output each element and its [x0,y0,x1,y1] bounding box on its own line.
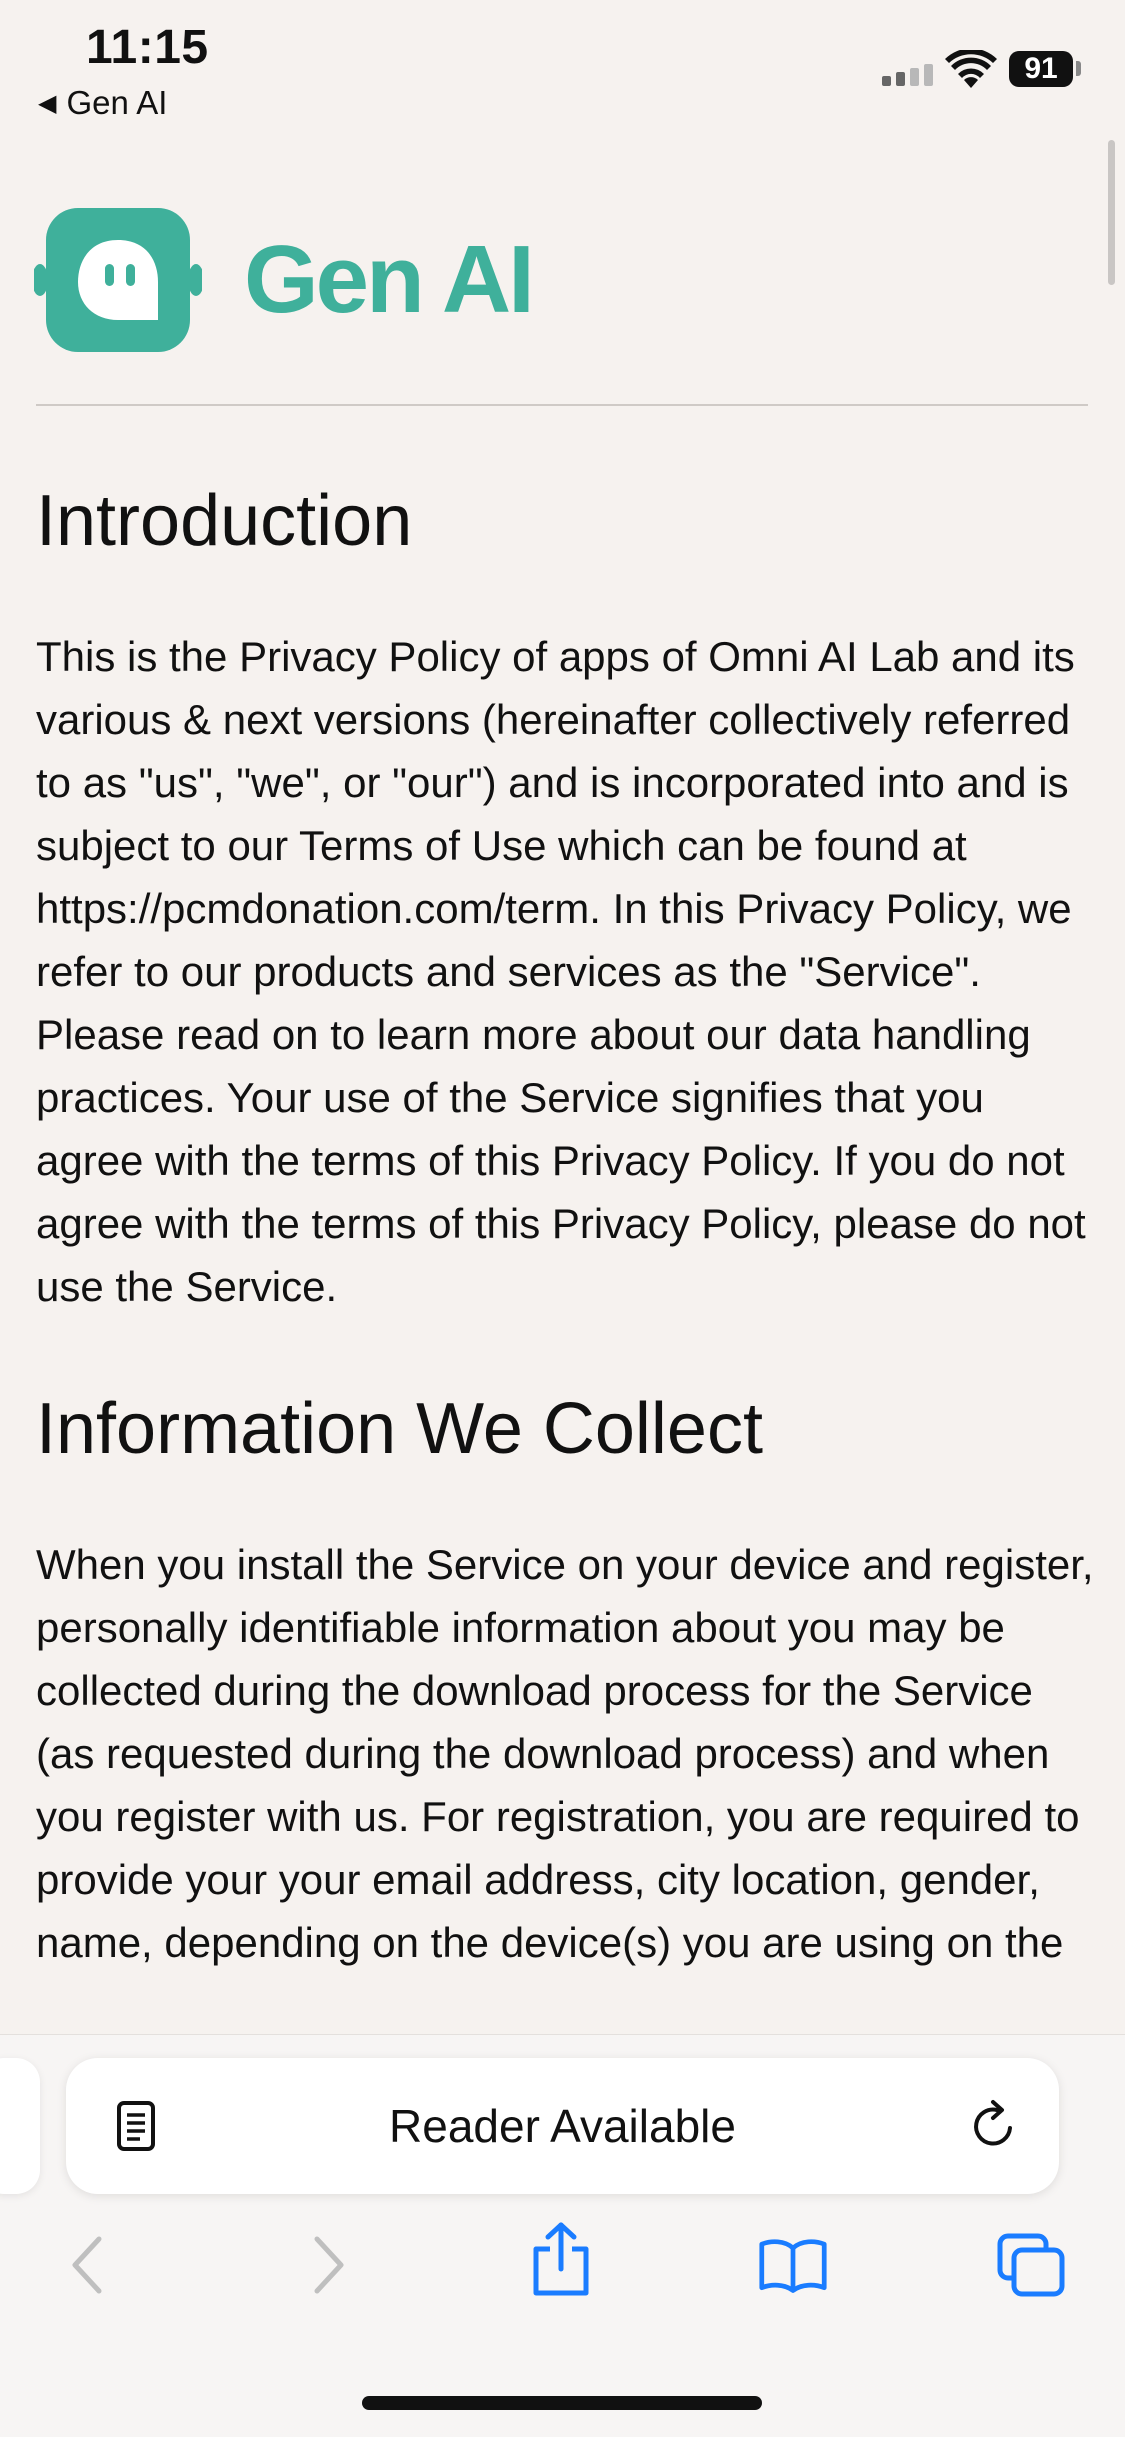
share-icon [530,2221,592,2297]
status-time: 11:15 [86,21,209,74]
forward-icon [307,2233,351,2297]
tabs-icon [996,2232,1066,2298]
wifi-icon [945,50,997,90]
back-to-app-link[interactable] [38,84,167,122]
share-button[interactable] [526,2224,596,2294]
home-indicator[interactable] [362,2396,762,2410]
policy-content [36,470,1096,2035]
section-heading-introduction: Introduction [36,481,413,561]
back-icon [65,2233,109,2297]
header-divider [36,404,1088,406]
previous-tab-peek[interactable] [0,2058,40,2194]
back-button[interactable] [52,2230,122,2300]
reader-icon[interactable] [116,2100,156,2152]
back-link-label: Gen AI [66,84,168,121]
battery-icon: 91 [1009,51,1073,87]
address-bar[interactable] [66,2058,1059,2194]
section-heading-information-we-collect: Information We Collect [36,1388,763,1469]
reload-icon[interactable] [966,2098,1022,2154]
scroll-indicator[interactable] [1108,140,1115,285]
cellular-signal-icon [882,64,933,86]
section-body-information-we-collect: When you install the Service on your device and register, personally identifiable information about you may be collected during the download process for the Service (as requested during the download process) and when you register with us. For registration, you are required to provide your your email address, city location, gender, name, depending on the device(s) you are using on the [36,1540,1094,1966]
forward-button[interactable] [294,2230,364,2300]
section-body-introduction: This is the Privacy Policy of apps of Omni AI Lab and its various & next versions (hereinafter collectively referred to as "us", "we", or "our") and is incorporated into and is subject to our Terms of Use which can be found at https://pcmdonation.com/term. In this Privacy Policy, we refer to our products and services as the "Service". Please read on to learn more about our data handling practices. Your use of the Service signifies that you agree with the terms of this Privacy Policy. If you do not agree with the terms of this Privacy Policy, please do not use the Service. [36,632,1086,1310]
bookmarks-button[interactable] [758,2230,828,2300]
tabs-button[interactable] [996,2230,1066,2300]
gen-ai-logo [34,206,532,354]
reader-available-label: Reader Available [389,2100,736,2152]
chat-bot-logo-icon [34,206,202,354]
bookmarks-icon [758,2235,828,2295]
battery-nub [1076,61,1081,76]
logo-text: Gen AI [244,226,532,333]
back-triangle-icon: ◀ [38,89,57,117]
